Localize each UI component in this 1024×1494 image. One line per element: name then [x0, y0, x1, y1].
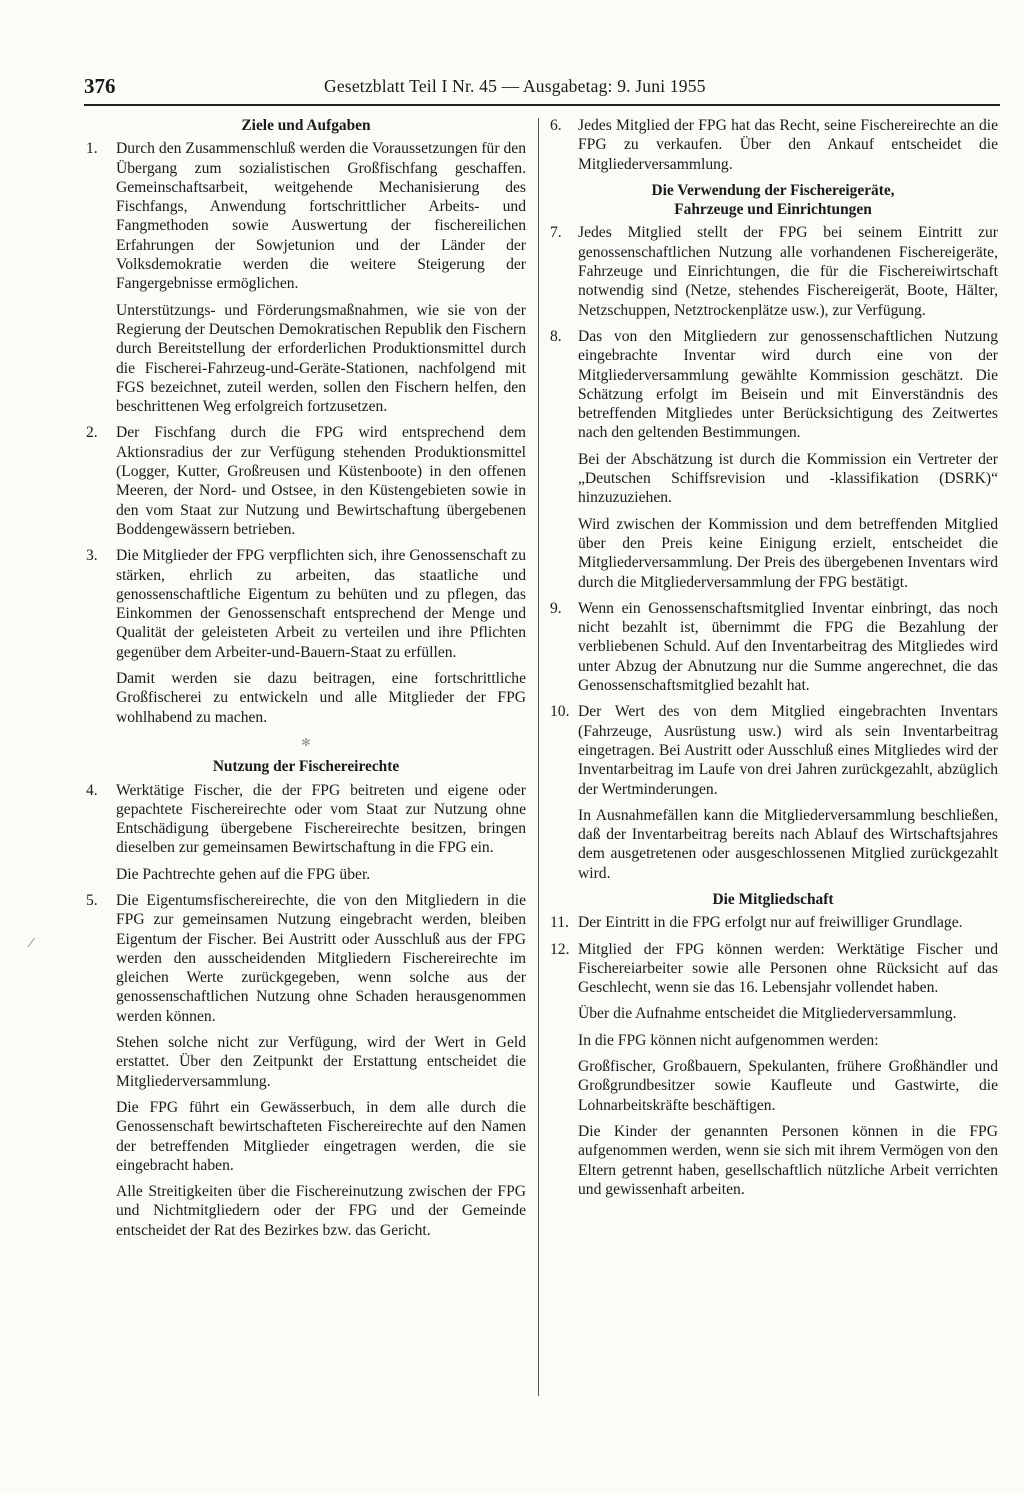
article-number: 6. [550, 117, 562, 134]
article-number: 5. [86, 891, 98, 909]
heading-line: Die Verwendung der Fischereigeräte, [651, 181, 895, 199]
article-paragraph: Bei der Abschätzung ist durch die Kommission ein Vertreter der „Deutschen Schiffsrevision und -klassifikation (DSRK)“ hinzuzuziehen. [578, 450, 998, 507]
page-header [84, 76, 1000, 106]
article-paragraph: Der Eintritt in die FPG erfolgt nur auf freiwilliger Grundlage. [578, 914, 963, 932]
article-number: 9. [550, 599, 562, 617]
article-number: 3. [86, 547, 98, 565]
article-paragraph: Durch den Zusammenschluß werden die Voraussetzungen für den Übergang zum sozialistischen Großfischfang geschaffen. Gemeinschaftsarbeit, weitgehende Mechanisierung des Fischfangs, Anwendung fortschrittlicher Arbeits- und Fangmethoden sowie Auswertung der fischereilichen Erfahrungen der Sowjetunion und der Länder der Volksdemokratie werden die weitere Steigerung der Fangergebnisse ermöglichen. [116, 140, 526, 293]
column-divider [538, 118, 539, 1396]
article-12 [548, 940, 998, 1200]
article-paragraph: Die Mitglieder der FPG verpflichten sich, ihre Genossenschaft zu stärken, ehrlich zu arbeiten, das staatliche und genossenschaftliche Eigentum zu behüten und zu pflegen, das Einkommen der Genossenschaft entsprechend der Menge und Qualität der geleisteten Arbeit zu verteilen und ihre Pflichten gegenüber dem Arbeiter-und-Bauern-Staat zu erfüllen. [116, 547, 526, 661]
section-heading-verwendung [548, 181, 998, 220]
article-paragraph: Über die Aufnahme entscheidet die Mitgliederversammlung. [578, 1005, 957, 1023]
article-paragraph: Stehen solche nicht zur Verfügung, wird der Wert in Geld erstattet. Über den Zeitpunkt der Erstattung entscheidet die Mitgliederversammlung. [116, 1034, 526, 1090]
article-paragraph: Jedes Mitglied stellt der FPG bei seinem Eintritt zur genossenschaftlichen Nutzung alle vorhandenen Fischereigeräte, Fahrzeuge und Einrichtungen, die für die Fischereiwirtschaft notwendig sind (Netze, stehendes Fischereigerät, Boote, Hälter, Netzschuppen, Netztrockenplätze usw.), zur Verfügung. [578, 224, 998, 319]
article-paragraph: Wird zwischen der Kommission und dem betreffenden Mitglied über den Preis keine Einigung erzielt, entscheidet die Mitgliederversammlung. Der Preis des übergebenen Inventars wird durch die Mitgliederversammlung der FPG bestätigt. [578, 515, 998, 591]
article-2 [86, 423, 526, 539]
article-8 [548, 327, 998, 592]
article-paragraph: Der Fischfang durch die FPG wird entsprechend dem Aktionsradius der zur Verfügung stehenden Produktionsmittel (Logger, Kutter, Großreusen und Küstenboote) in den offenen Meeren, der Nord- und Ostsee, in den Küstengebieten sowie in den vom Staat zur Nutzung und Bewirtschaftung übergebenen Boddengewässern betrieben. [116, 424, 526, 538]
article-10 [548, 702, 998, 883]
article-paragraph: Wenn ein Genossenschaftsmitglied Inventar einbringt, das noch nicht bezahlt ist, übernimmt die FPG die Bezahlung der verbliebenen Schuld. Auf den Inventarbeitrag des Mitgliedes wird unter Abzug der Abnutzung nur die Summe angerechnet, die das Genossenschaftsmitglied bezahlt hat. [578, 599, 998, 695]
article-paragraph: Die Pachtrechte gehen auf die FPG über. [116, 865, 371, 883]
article-11 [548, 913, 998, 932]
article-6 [548, 116, 998, 174]
article-5 [86, 891, 526, 1240]
article-paragraph: Alle Streitigkeiten über die Fischereinutzung zwischen der FPG und Nichtmitgliedern oder der FPG und der Gemeinde entscheidet der Rat des Bezirkes bzw. das Gericht. [116, 1183, 526, 1239]
left-column [86, 116, 526, 1247]
right-column [548, 116, 998, 1206]
article-paragraph: Das von den Mitgliedern zur genossenschaftlichen Nutzung eingebrachte Inventar wird durch eine von der Mitgliederversammlung gewählte Kommission geschätzt. Die Schätzung erfolgt im Beisein und mit Einverständnis des betreffenden Mitgliedes unter Berücksichtigung des Zeitwertes nach den geltenden Bestimmungen. [578, 327, 998, 442]
article-number: 12. [550, 940, 570, 958]
article-paragraph: Jedes Mitglied der FPG hat das Recht, seine Fischereirechte an die FPG zu verkaufen. Über den Ankauf entscheidet die Mitgliederversammlung. [578, 117, 998, 173]
article-paragraph: Der Wert des von dem Mitglied eingebrachten Inventars (Fahrzeuge, Ausrüstung usw.) wird als sein Inventarbeitrag eingetragen. Bei Austritt oder Ausschluß eines Mitgliedes wird der Inventarbeitrag im Laufe von drei Jahren zurückgezahlt, abzüglich der Wertminderungen. [578, 703, 998, 798]
margin-mark: ⁄ [30, 936, 33, 951]
heading-line: Fahrzeuge und Einrichtungen [674, 201, 872, 219]
article-paragraph: Mitglied der FPG können werden: Werktätige Fischer und Fischereiarbeiter sowie alle Personen ohne Rücksicht auf das Geschlecht, wenn sie das 16. Lebensjahr vollendet haben. [578, 940, 998, 997]
article-number: 8. [550, 327, 562, 345]
article-number: 10. [550, 703, 570, 721]
page-number: 376 [84, 74, 116, 98]
decorative-mark: ✻ [301, 736, 311, 749]
section-heading-ziele: Ziele und Aufgaben [241, 117, 371, 134]
article-9 [548, 599, 998, 695]
article-paragraph: Großfischer, Großbauern, Spekulanten, frühere Großhändler und Großgrundbesitzer sowie Kaufleute und Gastwirte, die Lohnarbeitskräfte beschäftigen. [578, 1058, 998, 1114]
article-number: 1. [86, 140, 98, 158]
article-7 [548, 223, 998, 319]
article-number: 7. [550, 224, 562, 242]
section-heading-mitgliedschaft: Die Mitgliedschaft [712, 890, 834, 908]
running-head: Gesetzblatt Teil I Nr. 45 — Ausgabetag: 9. Juni 1955 [324, 76, 706, 96]
article-paragraph: In die FPG können nicht aufgenommen werden: [578, 1031, 879, 1049]
article-paragraph: Damit werden sie dazu beitragen, eine fortschrittliche Großfischerei zu entwickeln und alle Mitglieder der FPG wohlhabend zu machen. [116, 670, 526, 726]
article-paragraph: Unterstützungs- und Förderungsmaßnahmen, wie sie von der Regierung der Deutschen Demokratischen Republik den Fischern durch Bereitstellung der erforderlichen Produktionsmittel durch die Fischerei-Fahrzeug-und-Geräte-Stationen, nachfolgend mit FGS bezeichnet, zuteil werden, sollen den Fischern helfen, den beschrittenen Weg erfolgreich fortzusetzen. [116, 301, 526, 416]
article-3 [86, 546, 526, 727]
article-4 [86, 781, 526, 884]
article-paragraph: Die Kinder der genannten Personen können in die FPG aufgenommen werden, wenn sie sich mit ihrem Vermögen von den Eltern getrennt haben, gesellschaftlich nützliche Arbeit verrichten und gewissenhaft arbeiten. [578, 1122, 998, 1198]
article-number: 2. [86, 424, 98, 442]
article-1 [86, 139, 526, 416]
article-paragraph: In Ausnahmefällen kann die Mitgliederversammlung beschließen, daß der Inventarbeitrag bereits nach Ablauf des Wirtschaftsjahres dem ausgetretenen oder ausgeschlossenen Mitglied zurückgezahlt wird. [578, 806, 998, 882]
article-paragraph: Die Eigentumsfischereirechte, die von den Mitgliedern in die FPG zur gemeinsamen Nutzung eingebracht werden, bleiben Eigentum der Fischer. Bei Austritt oder Ausschluß aus der FPG werden den ausscheidenden Mitgliedern Fischereirechte im gleichen Werte zurückgegeben, wenn solche aus der genossenschaftlichen Nutzung ohne Schaden herausgenommen werden können. [116, 891, 526, 1025]
section-heading-nutzung: Nutzung der Fischereirechte [212, 758, 400, 776]
article-paragraph: Die FPG führt ein Gewässerbuch, in dem alle durch die Genossenschaft bewirtschafteten Fischereirechte auf den Namen der betreffenden Mitglieder eingetragen werden, die sie eingebracht haben. [116, 1098, 526, 1174]
article-number: 4. [86, 781, 98, 799]
article-paragraph: Werktätige Fischer, die der FPG beitreten und eigene oder gepachtete Fischereirechte oder vom Staat zur Nutzung ohne Entschädigung übergebene Fischereirechte besitzen, bringen dieselben zur gemeinsamen Bewirtschaftung in die FPG ein. [116, 781, 526, 857]
article-number: 11. [550, 914, 569, 932]
